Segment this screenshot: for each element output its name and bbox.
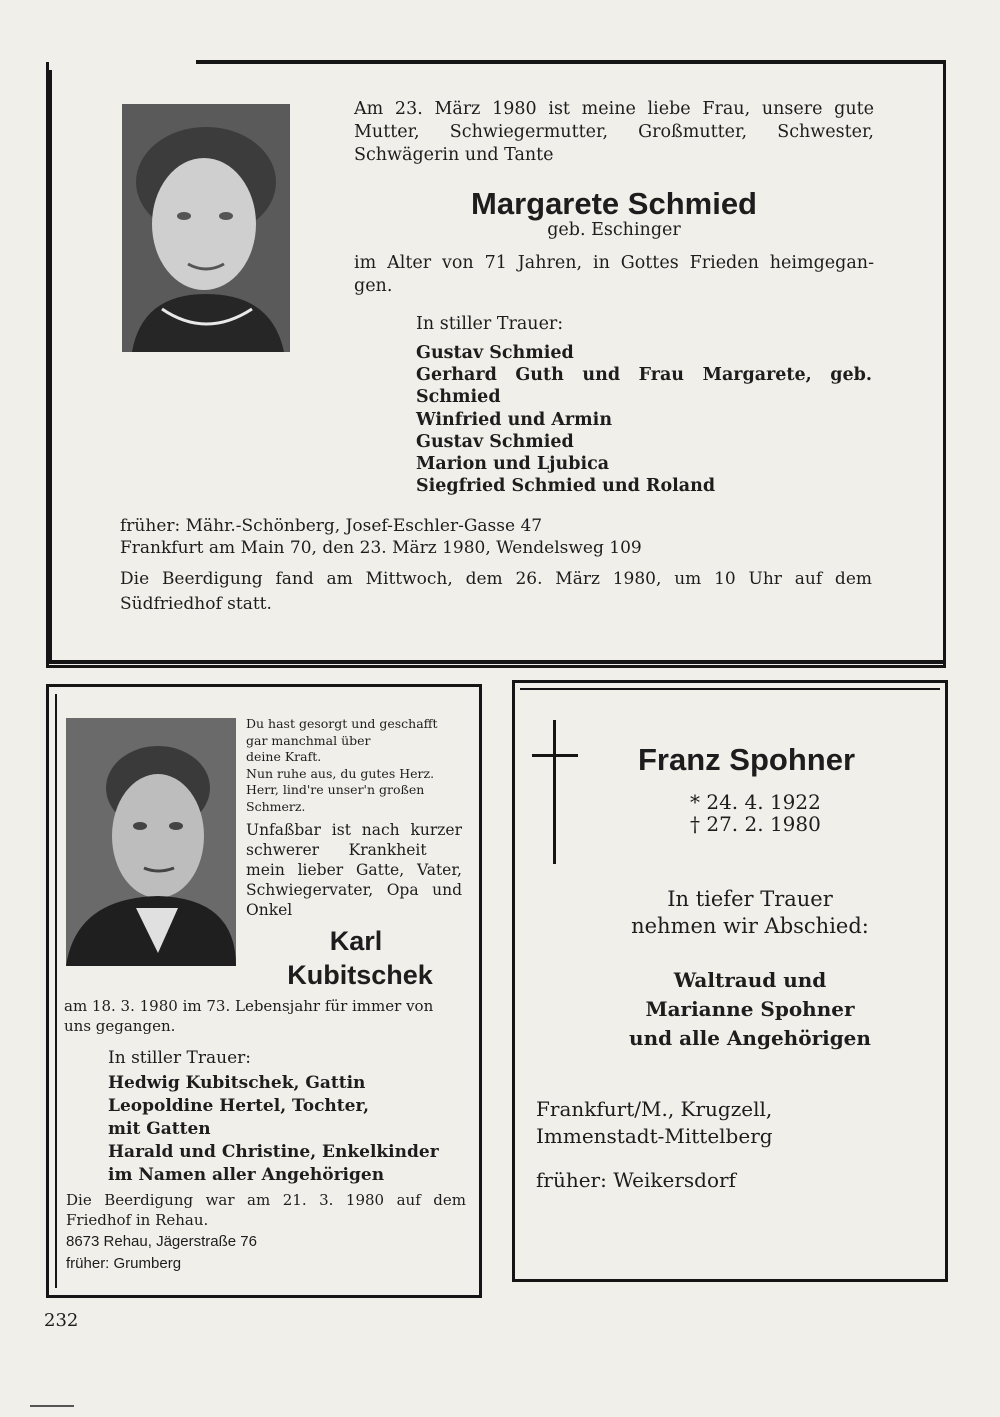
portrait-photo — [122, 104, 290, 352]
mourning-line: In tiefer Trauer — [667, 887, 833, 911]
portrait-man-image — [66, 718, 236, 966]
page-corner-mark — [30, 1405, 74, 1407]
mourning-line: nehmen wir Abschied: — [631, 914, 869, 938]
birth-date: * 24. 4. 1922 — [690, 790, 821, 814]
poem-line: Herr, lind're unser'n großen — [246, 782, 425, 798]
notice-karl-kubitschek — [0, 680, 500, 1300]
notice1-address — [120, 515, 880, 559]
notice1-intro-line: Am 23. März 1980 ist meine liebe Frau, unsere gute — [354, 99, 874, 119]
mourner-line: Gerhard Guth und Frau Margarete, geb. — [416, 365, 872, 386]
intro-line: Schwiegervater, Opa und — [246, 881, 462, 899]
mourner-line: Gustav Schmied — [416, 343, 574, 363]
intro-line: schwerer Krankheit — [246, 841, 427, 859]
birth-name: geb. Eschinger — [547, 220, 681, 240]
notice2-funeral — [66, 1190, 466, 1230]
funeral-line: Die Beerdigung war am 21. 3. 1980 auf dem — [66, 1191, 466, 1209]
notice1-inner-rule — [48, 70, 52, 662]
notice2-mourners — [108, 1072, 468, 1187]
poem-line: Schmerz. — [246, 798, 306, 814]
notice2-address: 8673 Rehau, Jägerstraße 76 — [66, 1233, 257, 1250]
notice3-mourning — [600, 886, 900, 940]
place-line: Immenstadt-Mittelberg — [536, 1124, 773, 1148]
mourner-line: Siegfried Schmied und Roland — [416, 476, 716, 497]
notice2-poem — [246, 716, 466, 816]
address-line: Frankfurt am Main 70, den 23. März 1980, Wendelsweg 109 — [120, 538, 642, 558]
notice-franz-spohner — [500, 680, 1000, 1290]
funeral-line: Friedhof in Rehau. — [66, 1211, 209, 1229]
deceased-first-name: Karl — [329, 926, 383, 956]
notice2-death — [64, 996, 466, 1036]
mourner-line: Schmied — [416, 387, 501, 408]
notice1-intro-line: Mutter, Schwiegermutter, Großmutter, Schwester, — [354, 122, 874, 142]
place-line: Frankfurt/M., Krugzell, — [536, 1097, 773, 1121]
cross-icon — [532, 720, 578, 864]
mourner-line: Hedwig Kubitschek, Gattin — [108, 1073, 366, 1093]
notice1-bottom-rule — [48, 660, 944, 664]
mourner-line: Harald und Christine, Enkelkinder — [108, 1142, 439, 1162]
mourner-line: mit Gatten — [108, 1119, 211, 1139]
intro-line: Unfaßbar ist nach kurzer — [246, 821, 462, 839]
notice3-former: früher: Weikersdorf — [536, 1168, 736, 1192]
notice1-funeral — [120, 567, 872, 617]
notice2-mourning-label: In stiller Trauer: — [108, 1048, 251, 1068]
notice2-former: früher: Grumberg — [66, 1255, 182, 1272]
page-number: 232 — [44, 1310, 79, 1331]
portrait-photo-karl — [66, 718, 236, 966]
notice1-mourning-label: In stiller Trauer: — [416, 314, 564, 334]
mourner-line: im Namen aller Angehörigen — [108, 1165, 385, 1185]
intro-line: mein lieber Gatte, Vater, — [246, 861, 462, 879]
notice2-inner-rule — [55, 694, 57, 1288]
poem-line: Nun ruhe aus, du gutes Herz. — [246, 765, 435, 781]
notice1-age-line: im Alter von 71 Jahren, in Gottes Frieden heimgegan- — [354, 253, 874, 273]
mourner-line: Gustav Schmied — [416, 431, 574, 452]
notice1-intro — [354, 98, 874, 167]
notice3-mourners — [600, 966, 900, 1053]
notice3-inner-rule — [520, 688, 940, 690]
deceased-name: Franz Spohner — [638, 742, 856, 777]
notice2-intro — [246, 820, 462, 920]
mourner-line: Leopoldine Hertel, Tochter, — [108, 1096, 370, 1116]
notice-margarete-schmied — [0, 0, 1000, 680]
deceased-last-name: Kubitschek — [287, 960, 433, 990]
notice1-mourners — [416, 342, 872, 497]
poem-line: gar manchmal über — [246, 732, 371, 748]
funeral-line: Südfriedhof statt. — [120, 594, 272, 614]
notice3-places — [536, 1096, 856, 1150]
mourner-line: Winfried und Armin — [416, 409, 613, 430]
mourner-line: Marion und Ljubica — [416, 454, 610, 475]
intro-line: Onkel — [246, 901, 293, 919]
mourner-line: und alle Angehörigen — [629, 1026, 871, 1050]
address-line: früher: Mähr.-Schönberg, Josef-Eschler-Gasse 47 — [120, 516, 543, 536]
death-line: uns gegangen. — [64, 1017, 176, 1035]
death-line: am 18. 3. 1980 im 73. Lebensjahr für immer von — [64, 997, 434, 1015]
poem-line: Du hast gesorgt und geschafft — [246, 716, 438, 731]
mourner-line: Marianne Spohner — [645, 997, 855, 1021]
mourner-line: Waltraud und — [673, 968, 827, 992]
funeral-line: Die Beerdigung fand am Mittwoch, dem 26. März 1980, um 10 Uhr auf dem — [120, 569, 872, 589]
death-date: † 27. 2. 1980 — [690, 812, 821, 836]
notice1-age — [354, 252, 874, 298]
deceased-name: Margarete Schmied — [471, 186, 757, 221]
notice1-age-line: gen. — [354, 276, 393, 296]
notice1-intro-line: Schwägerin und Tante — [354, 145, 554, 165]
poem-line: deine Kraft. — [246, 749, 322, 765]
portrait-woman-image — [122, 104, 290, 352]
